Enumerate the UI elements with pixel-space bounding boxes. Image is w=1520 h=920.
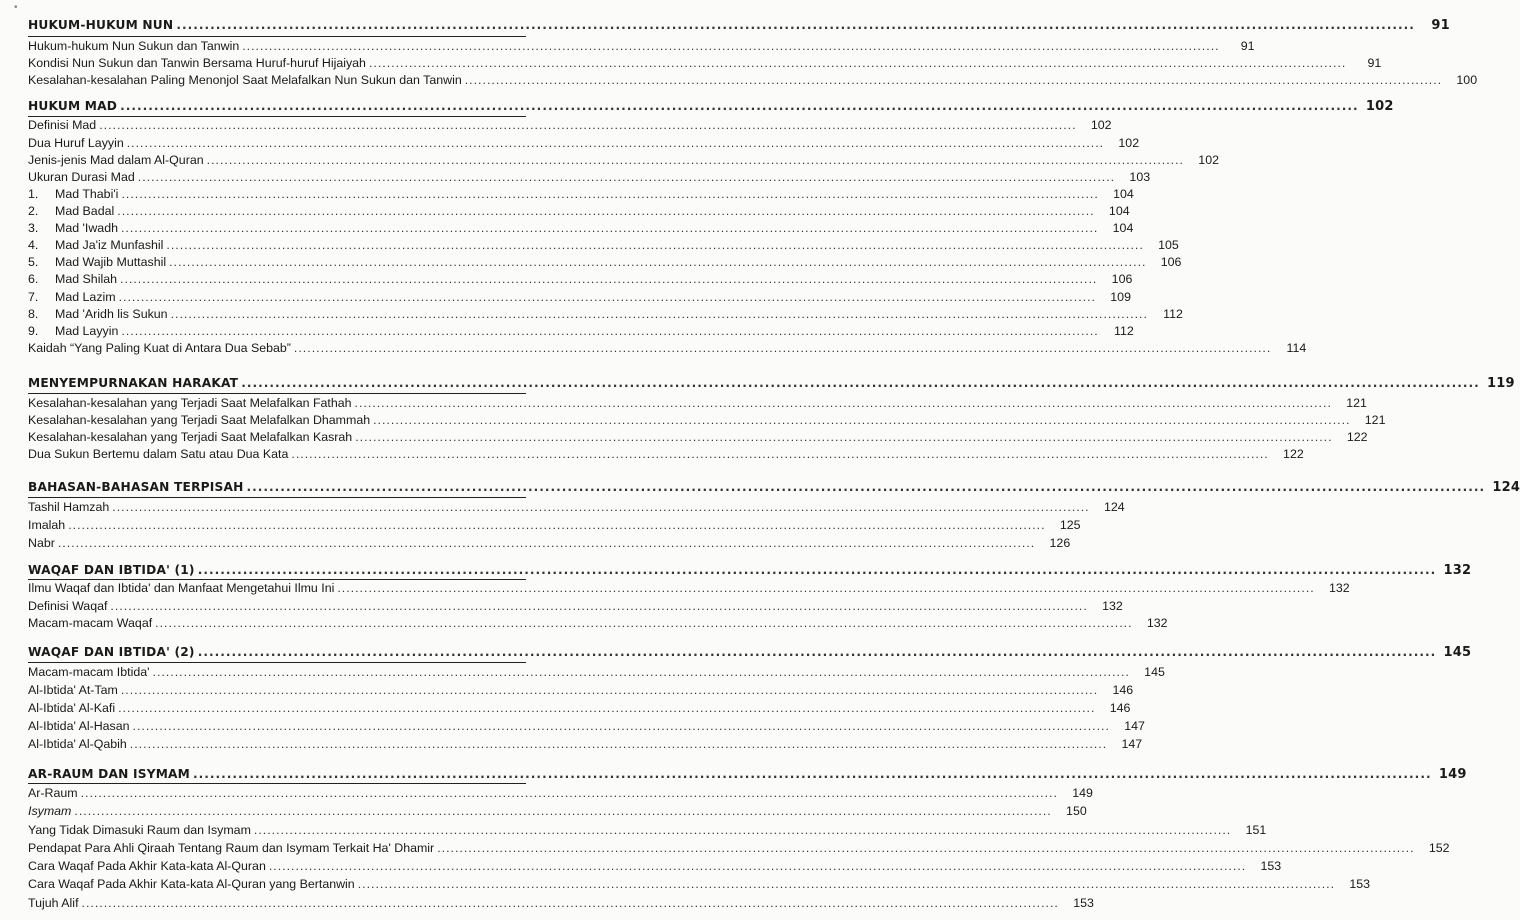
toc-entry xyxy=(28,580,1350,596)
section-title: HUKUM-HUKUM NUN xyxy=(28,18,174,32)
entry-title: Ukuran Durasi Mad xyxy=(28,170,135,184)
dot-leader: ............................................................................................................................................................................................................................ xyxy=(357,877,1336,891)
section-heading xyxy=(28,17,1450,34)
dot-leader: ............................................................................................................................................................................................................................ xyxy=(57,536,1036,550)
entry-title: Hukum-hukum Nun Sukun dan Tanwin xyxy=(28,39,240,53)
page-number: 91 xyxy=(1240,39,1255,53)
dot-leader: ............................................................................................................................................................................................................................ xyxy=(197,645,1437,659)
page-number: 121 xyxy=(1364,413,1386,427)
toc-entry xyxy=(28,615,1168,631)
dot-leader: ............................................................................................................................................................................................................................ xyxy=(120,221,1099,235)
dot-leader: ............................................................................................................................................................................................................................ xyxy=(129,737,1108,751)
entry-title: Definisi Waqaf xyxy=(28,599,108,613)
dot-leader: ............................................................................................................................................................................................................................ xyxy=(81,896,1059,910)
toc-entry xyxy=(28,682,1134,698)
entry-number: 9. xyxy=(28,324,39,338)
page-number: 146 xyxy=(1112,683,1134,697)
dot-leader: ............................................................................................................................................................................................................................ xyxy=(291,447,1269,461)
page-number: 153 xyxy=(1349,877,1371,891)
page-number: 132 xyxy=(1329,581,1350,595)
entry-title: Kondisi Nun Sukun dan Tanwin Bersama Huruf-huruf Hijaiyah xyxy=(28,56,366,70)
entry-title: Pendapat Para Ahli Qiraah Tentang Raum dan Isymam Terkait Ha' Dhamir xyxy=(28,841,435,855)
toc-entry xyxy=(28,446,1304,462)
page-number: 146 xyxy=(1109,701,1131,715)
dot-leader: ............................................................................................................................................................................................................................ xyxy=(242,39,1220,53)
dot-leader: ............................................................................................................................................................................................................................ xyxy=(246,480,1486,494)
heading-rule xyxy=(28,393,526,394)
toc-entry xyxy=(28,135,1140,151)
section-title: BAHASAN-BAHASAN TERPISAH xyxy=(28,480,244,494)
page-number: 104 xyxy=(1108,204,1130,218)
section-heading xyxy=(28,562,1472,579)
section-heading xyxy=(28,766,1467,783)
toc-entry xyxy=(28,395,1367,411)
page-number: 150 xyxy=(1066,804,1087,818)
entry-title: Al-Ibtida' Al-Qabih xyxy=(28,737,127,751)
toc-entry-numbered xyxy=(28,289,1131,305)
entry-title: Cara Waqaf Pada Akhir Kata-kata Al-Quran xyxy=(28,859,266,873)
entry-title: Mad Thabi'i xyxy=(55,187,119,201)
dot-leader: ............................................................................................................................................................................................................................ xyxy=(464,73,1443,87)
page-number: 153 xyxy=(1073,896,1094,910)
page-number: 106 xyxy=(1111,272,1133,286)
dot-leader: ............................................................................................................................................................................................................................ xyxy=(253,823,1232,837)
page-number: 104 xyxy=(1112,221,1134,235)
dot-leader: ............................................................................................................................................................................................................................ xyxy=(120,683,1099,697)
toc-entry-numbered xyxy=(28,306,1183,322)
section-title: MENYEMPURNAKAN HARAKAT xyxy=(28,376,239,390)
section-heading xyxy=(28,644,1472,661)
toc-entry-numbered xyxy=(28,271,1133,287)
toc-entry xyxy=(28,38,1255,54)
toc-entry xyxy=(28,895,1094,911)
entry-number: 1. xyxy=(28,187,39,201)
entry-title: Nabr xyxy=(28,536,55,550)
page-number: 132 xyxy=(1146,616,1168,630)
toc-entry xyxy=(28,72,1478,88)
entry-number: 6. xyxy=(28,272,39,286)
dot-leader: ............................................................................................................................................................................................................................ xyxy=(74,804,1052,818)
page-number: 102 xyxy=(1198,153,1219,167)
page-number: 105 xyxy=(1158,238,1179,252)
page-number: 122 xyxy=(1346,430,1368,444)
page-number: 114 xyxy=(1286,341,1307,355)
dot-leader: ............................................................................................................................................................................................................................ xyxy=(368,56,1347,70)
dot-leader: ............................................................................................................................................................................................................................ xyxy=(68,518,1046,532)
toc-entry xyxy=(28,169,1151,185)
entry-title: Yang Tidak Dimasuki Raum dan Isymam xyxy=(28,823,251,837)
toc-entry-numbered xyxy=(28,237,1179,253)
page-number: 151 xyxy=(1245,823,1267,837)
page-speck: • xyxy=(14,2,18,13)
dot-leader: ............................................................................................................................................................................................................................ xyxy=(169,255,1147,269)
heading-rule xyxy=(28,662,526,663)
entry-title: Mad Lazim xyxy=(55,290,116,304)
entry-title: Imalah xyxy=(28,518,66,532)
dot-leader: ............................................................................................................................................................................................................................ xyxy=(206,153,1184,167)
toc-entry xyxy=(28,429,1368,445)
page-number: 145 xyxy=(1443,645,1472,660)
heading-rule xyxy=(28,497,526,498)
entry-title: Mad Layyin xyxy=(55,324,119,338)
toc-entry-numbered xyxy=(28,254,1182,270)
entry-title: Mad 'Aridh lis Sukun xyxy=(55,307,168,321)
page-number: 91 xyxy=(1431,18,1450,33)
entry-title: Al-Ibtida' Al-Kafi xyxy=(28,701,116,715)
page-number: 147 xyxy=(1124,719,1145,733)
entry-title: Kesalahan-kesalahan yang Terjadi Saat Melafalkan Fathah xyxy=(28,396,352,410)
page-number: 100 xyxy=(1456,73,1478,87)
toc-entry xyxy=(28,499,1125,515)
dot-leader: ............................................................................................................................................................................................................................ xyxy=(437,841,1415,855)
dot-leader: ............................................................................................................................................................................................................................ xyxy=(197,563,1437,577)
page-number: 119 xyxy=(1487,376,1515,391)
dot-leader: ............................................................................................................................................................................................................................ xyxy=(120,272,1098,286)
entry-title: Mad Shilah xyxy=(55,272,117,286)
dot-leader: ............................................................................................................................................................................................................................ xyxy=(241,376,1480,390)
dot-leader: ............................................................................................................................................................................................................................ xyxy=(137,170,1116,184)
entry-title: Kesalahan-kesalahan Paling Menonjol Saat Melafalkan Nun Sukun dan Tanwin xyxy=(28,73,462,87)
dot-leader: ............................................................................................................................................................................................................................ xyxy=(80,786,1058,800)
dot-leader: ............................................................................................................................................................................................................................ xyxy=(120,99,1359,113)
page-number: 153 xyxy=(1260,859,1282,873)
page-number: 152 xyxy=(1428,841,1450,855)
entry-title-italic: Isymam xyxy=(28,804,72,818)
page-number: 102 xyxy=(1365,99,1394,114)
page-number: 132 xyxy=(1102,599,1123,613)
dot-leader: ............................................................................................................................................................................................................................ xyxy=(110,599,1088,613)
dot-leader: ............................................................................................................................................................................................................................ xyxy=(132,719,1110,733)
section-heading xyxy=(28,479,1520,496)
entry-number: 8. xyxy=(28,307,39,321)
dot-leader: ............................................................................................................................................................................................................................ xyxy=(293,341,1272,355)
entry-number: 5. xyxy=(28,255,39,269)
dot-leader: ............................................................................................................................................................................................................................ xyxy=(155,616,1133,630)
toc-entry-numbered xyxy=(28,186,1134,202)
toc-entry xyxy=(28,117,1112,133)
toc-entry xyxy=(28,152,1219,168)
dot-leader: ............................................................................................................................................................................................................................ xyxy=(355,430,1333,444)
toc-entry xyxy=(28,803,1087,819)
toc-entry xyxy=(28,664,1165,680)
entry-title: Kaidah “Yang Paling Kuat di Antara Dua Sebab” xyxy=(28,341,291,355)
section-title: WAQAF DAN IBTIDA' (1) xyxy=(28,563,195,577)
toc-entry xyxy=(28,412,1386,428)
dot-leader: ............................................................................................................................................................................................................................ xyxy=(118,701,1096,715)
entry-title xyxy=(28,803,71,819)
page-number: 112 xyxy=(1163,307,1183,321)
page-number: 103 xyxy=(1129,170,1151,184)
page-number: 124 xyxy=(1492,480,1520,495)
entry-number: 7. xyxy=(28,290,39,304)
entry-title: Mad Ja'iz Munfashil xyxy=(55,238,164,252)
dot-leader: ............................................................................................................................................................................................................................ xyxy=(121,324,1099,338)
page-number: 126 xyxy=(1049,536,1071,550)
page-number: 121 xyxy=(1346,396,1367,410)
entry-title: Tashil Hamzah xyxy=(28,500,110,514)
section-title: WAQAF DAN IBTIDA' (2) xyxy=(28,645,195,659)
toc-entry xyxy=(28,598,1123,614)
entry-title: Definisi Mad xyxy=(28,118,97,132)
entry-title: Ar-Raum xyxy=(28,786,78,800)
section-title: AR-RAUM DAN ISYMAM xyxy=(28,767,191,781)
page-number: 102 xyxy=(1118,136,1140,150)
toc-entry xyxy=(28,785,1093,801)
toc-entry-numbered xyxy=(28,220,1134,236)
page-number: 124 xyxy=(1103,500,1125,514)
dot-leader: ............................................................................................................................................................................................................................ xyxy=(121,187,1099,201)
section-heading xyxy=(28,98,1394,115)
entry-title: Mad Badal xyxy=(55,204,115,218)
page-number: 132 xyxy=(1443,563,1472,578)
page-number: 104 xyxy=(1113,187,1134,201)
entry-title: Ilmu Waqaf dan Ibtida' dan Manfaat Mengetahui Ilmu Ini xyxy=(28,581,335,595)
toc-entry xyxy=(28,55,1382,71)
dot-leader: ............................................................................................................................................................................................................................ xyxy=(126,136,1105,150)
entry-title: Jenis-jenis Mad dalam Al-Quran xyxy=(28,153,204,167)
toc-entry xyxy=(28,718,1145,734)
dot-leader: ............................................................................................................................................................................................................................ xyxy=(99,118,1077,132)
dot-leader: ............................................................................................................................................................................................................................ xyxy=(176,18,1415,32)
entry-title: Macam-macam Ibtida' xyxy=(28,665,150,679)
entry-number: 4. xyxy=(28,238,39,252)
page-number: 91 xyxy=(1367,56,1382,70)
entry-title: Cara Waqaf Pada Akhir Kata-kata Al-Quran yang Bertanwin xyxy=(28,877,355,891)
entry-title: Dua Sukun Bertemu dalam Satu atau Dua Kata xyxy=(28,447,289,461)
heading-rule xyxy=(28,783,526,784)
entry-title: Macam-macam Waqaf xyxy=(28,616,153,630)
toc-entry xyxy=(28,736,1143,752)
heading-rule xyxy=(28,36,526,37)
entry-number: 2. xyxy=(28,204,39,218)
dot-leader: ............................................................................................................................................................................................................................ xyxy=(118,290,1096,304)
entry-title: Tujuh Alif xyxy=(28,896,79,910)
page-number: 149 xyxy=(1072,786,1093,800)
toc-entry-numbered xyxy=(28,203,1130,219)
entry-title: Mad 'Iwadh xyxy=(55,221,118,235)
toc-entry xyxy=(28,700,1131,716)
dot-leader: ............................................................................................................................................................................................................................ xyxy=(354,396,1332,410)
dot-leader: ............................................................................................................................................................................................................................ xyxy=(337,581,1315,595)
page-number: 145 xyxy=(1144,665,1165,679)
page-number: 122 xyxy=(1283,447,1304,461)
dot-leader: ............................................................................................................................................................................................................................ xyxy=(268,859,1247,873)
dot-leader: ............................................................................................................................................................................................................................ xyxy=(152,665,1130,679)
entry-title: Kesalahan-kesalahan yang Terjadi Saat Melafalkan Dhammah xyxy=(28,413,371,427)
page-number: 106 xyxy=(1160,255,1182,269)
toc-entry xyxy=(28,858,1282,874)
toc-entry xyxy=(28,535,1071,551)
dot-leader: ............................................................................................................................................................................................................................ xyxy=(117,204,1095,218)
entry-title: Dua Huruf Layyin xyxy=(28,136,124,150)
page-number: 125 xyxy=(1059,518,1081,532)
entry-title: Kesalahan-kesalahan yang Terjadi Saat Melafalkan Kasrah xyxy=(28,430,353,444)
toc-entry xyxy=(28,840,1450,856)
section-title: HUKUM MAD xyxy=(28,99,118,113)
toc-entry-numbered xyxy=(28,323,1134,339)
section-heading xyxy=(28,375,1515,392)
dot-leader: ............................................................................................................................................................................................................................ xyxy=(373,413,1351,427)
entry-title: Mad Wajib Muttashil xyxy=(55,255,167,269)
toc-entry xyxy=(28,340,1307,356)
toc-entry xyxy=(28,517,1081,533)
toc-entry xyxy=(28,822,1267,838)
page-number: 149 xyxy=(1438,767,1467,782)
page-number: 102 xyxy=(1090,118,1112,132)
entry-title: Al-Ibtida' Al-Hasan xyxy=(28,719,130,733)
dot-leader: ............................................................................................................................................................................................................................ xyxy=(166,238,1144,252)
page-number: 147 xyxy=(1121,737,1143,751)
toc-entry xyxy=(28,876,1371,892)
entry-number: 3. xyxy=(28,221,39,235)
dot-leader: ............................................................................................................................................................................................................................ xyxy=(112,500,1090,514)
entry-title: Al-Ibtida' At-Tam xyxy=(28,683,118,697)
page-number: 109 xyxy=(1110,290,1131,304)
dot-leader: ............................................................................................................................................................................................................................ xyxy=(193,767,1432,781)
page-number: 112 xyxy=(1113,324,1134,338)
dot-leader: ............................................................................................................................................................................................................................ xyxy=(170,307,1148,321)
